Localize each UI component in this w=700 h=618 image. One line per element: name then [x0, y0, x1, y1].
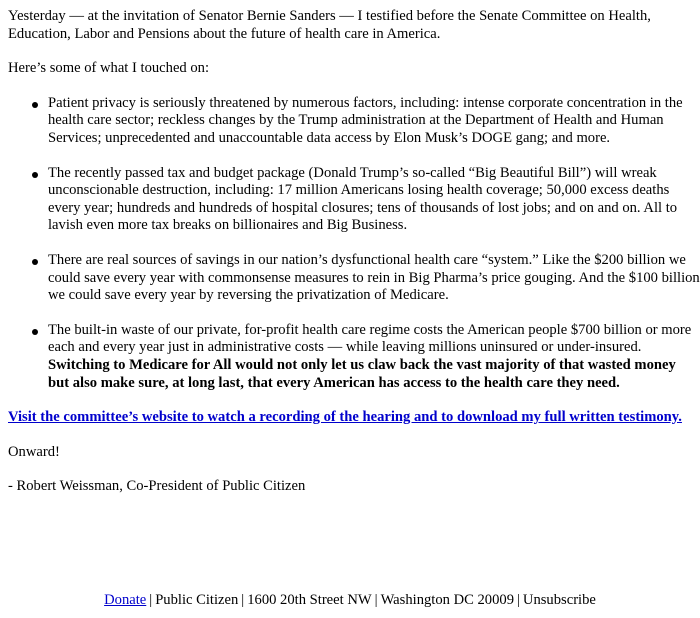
footer-city: Washington DC 20009	[380, 592, 514, 608]
donate-link[interactable]: Donate	[104, 592, 147, 608]
list-item-bold-text: Switching to Medicare for All would not only let us claw back the vast majority of that wasted money but also make sure, at long last, that every American has access to the health care they need.	[48, 356, 676, 391]
signature: - Robert Weissman, Co-President of Public Citizen	[8, 478, 306, 495]
intro-paragraph: Yesterday — at the invitation of Senator Bernie Sanders — I testified before the Senate Committee on Health, Education, Labor and Pensions about the future of health care in America.	[8, 8, 651, 42]
list-item	[48, 165, 700, 235]
bullet-icon	[32, 329, 38, 335]
bullet-icon	[32, 102, 38, 108]
list-item-text: There are real sources of savings in our nation’s dysfunctional health care “system.” Like the $200 billion we could save every year with commonsense measures to rein in Big Pharma’s price gouging. And the $100 billion we could save every year by reversing the privatization of Medicare.	[48, 251, 700, 304]
talking-points-list	[8, 95, 700, 392]
cta-paragraph	[8, 409, 700, 427]
list-item	[48, 95, 700, 148]
lead-paragraph: Here’s some of what I touched on:	[8, 60, 210, 77]
list-item	[48, 252, 700, 305]
list-item-text: Patient privacy is seriously threatened by numerous factors, including: intense corporate concentration in the health care sector; reckless changes by the Trump administration at the Department of Health and Human Services; unprecedented and unaccountable data access by Elon Musk’s DOGE gang; and more.	[48, 94, 683, 146]
bullet-icon	[32, 259, 38, 265]
closing-text: Onward!	[8, 443, 60, 460]
list-item	[48, 322, 700, 392]
list-item-text: The built-in waste of our private, for-profit health care regime costs the American people $700 billion or more each and every year just in administrative costs — while leaving millions uninsured or under-insured.	[48, 321, 692, 356]
footer-org: Public Citizen	[155, 592, 239, 608]
bullet-icon	[32, 172, 38, 178]
footer-separator: |	[241, 592, 245, 608]
list-item-text: The recently passed tax and budget package (Donald Trump’s so-called “Big Beautiful Bill”) will wreak unconscionable destruction, including: 17 million Americans losing health coverage; 50,000 excess deaths every year; hundreds and hundreds of hospital closures; tens of thousands of lost jobs; and on and on. All to lavish even more tax breaks on billionaires and Big Business.	[48, 164, 678, 234]
footer-separator: |	[374, 592, 378, 608]
footer-separator: |	[149, 592, 153, 608]
unsubscribe-link[interactable]: Unsubscribe	[522, 592, 596, 608]
email-footer	[0, 592, 700, 610]
committee-website-link[interactable]: Visit the committee’s website to watch a recording of the hearing and to download my full written testimony.	[8, 409, 682, 426]
footer-address: 1600 20th Street NW	[247, 592, 372, 608]
footer-separator: |	[517, 592, 520, 608]
